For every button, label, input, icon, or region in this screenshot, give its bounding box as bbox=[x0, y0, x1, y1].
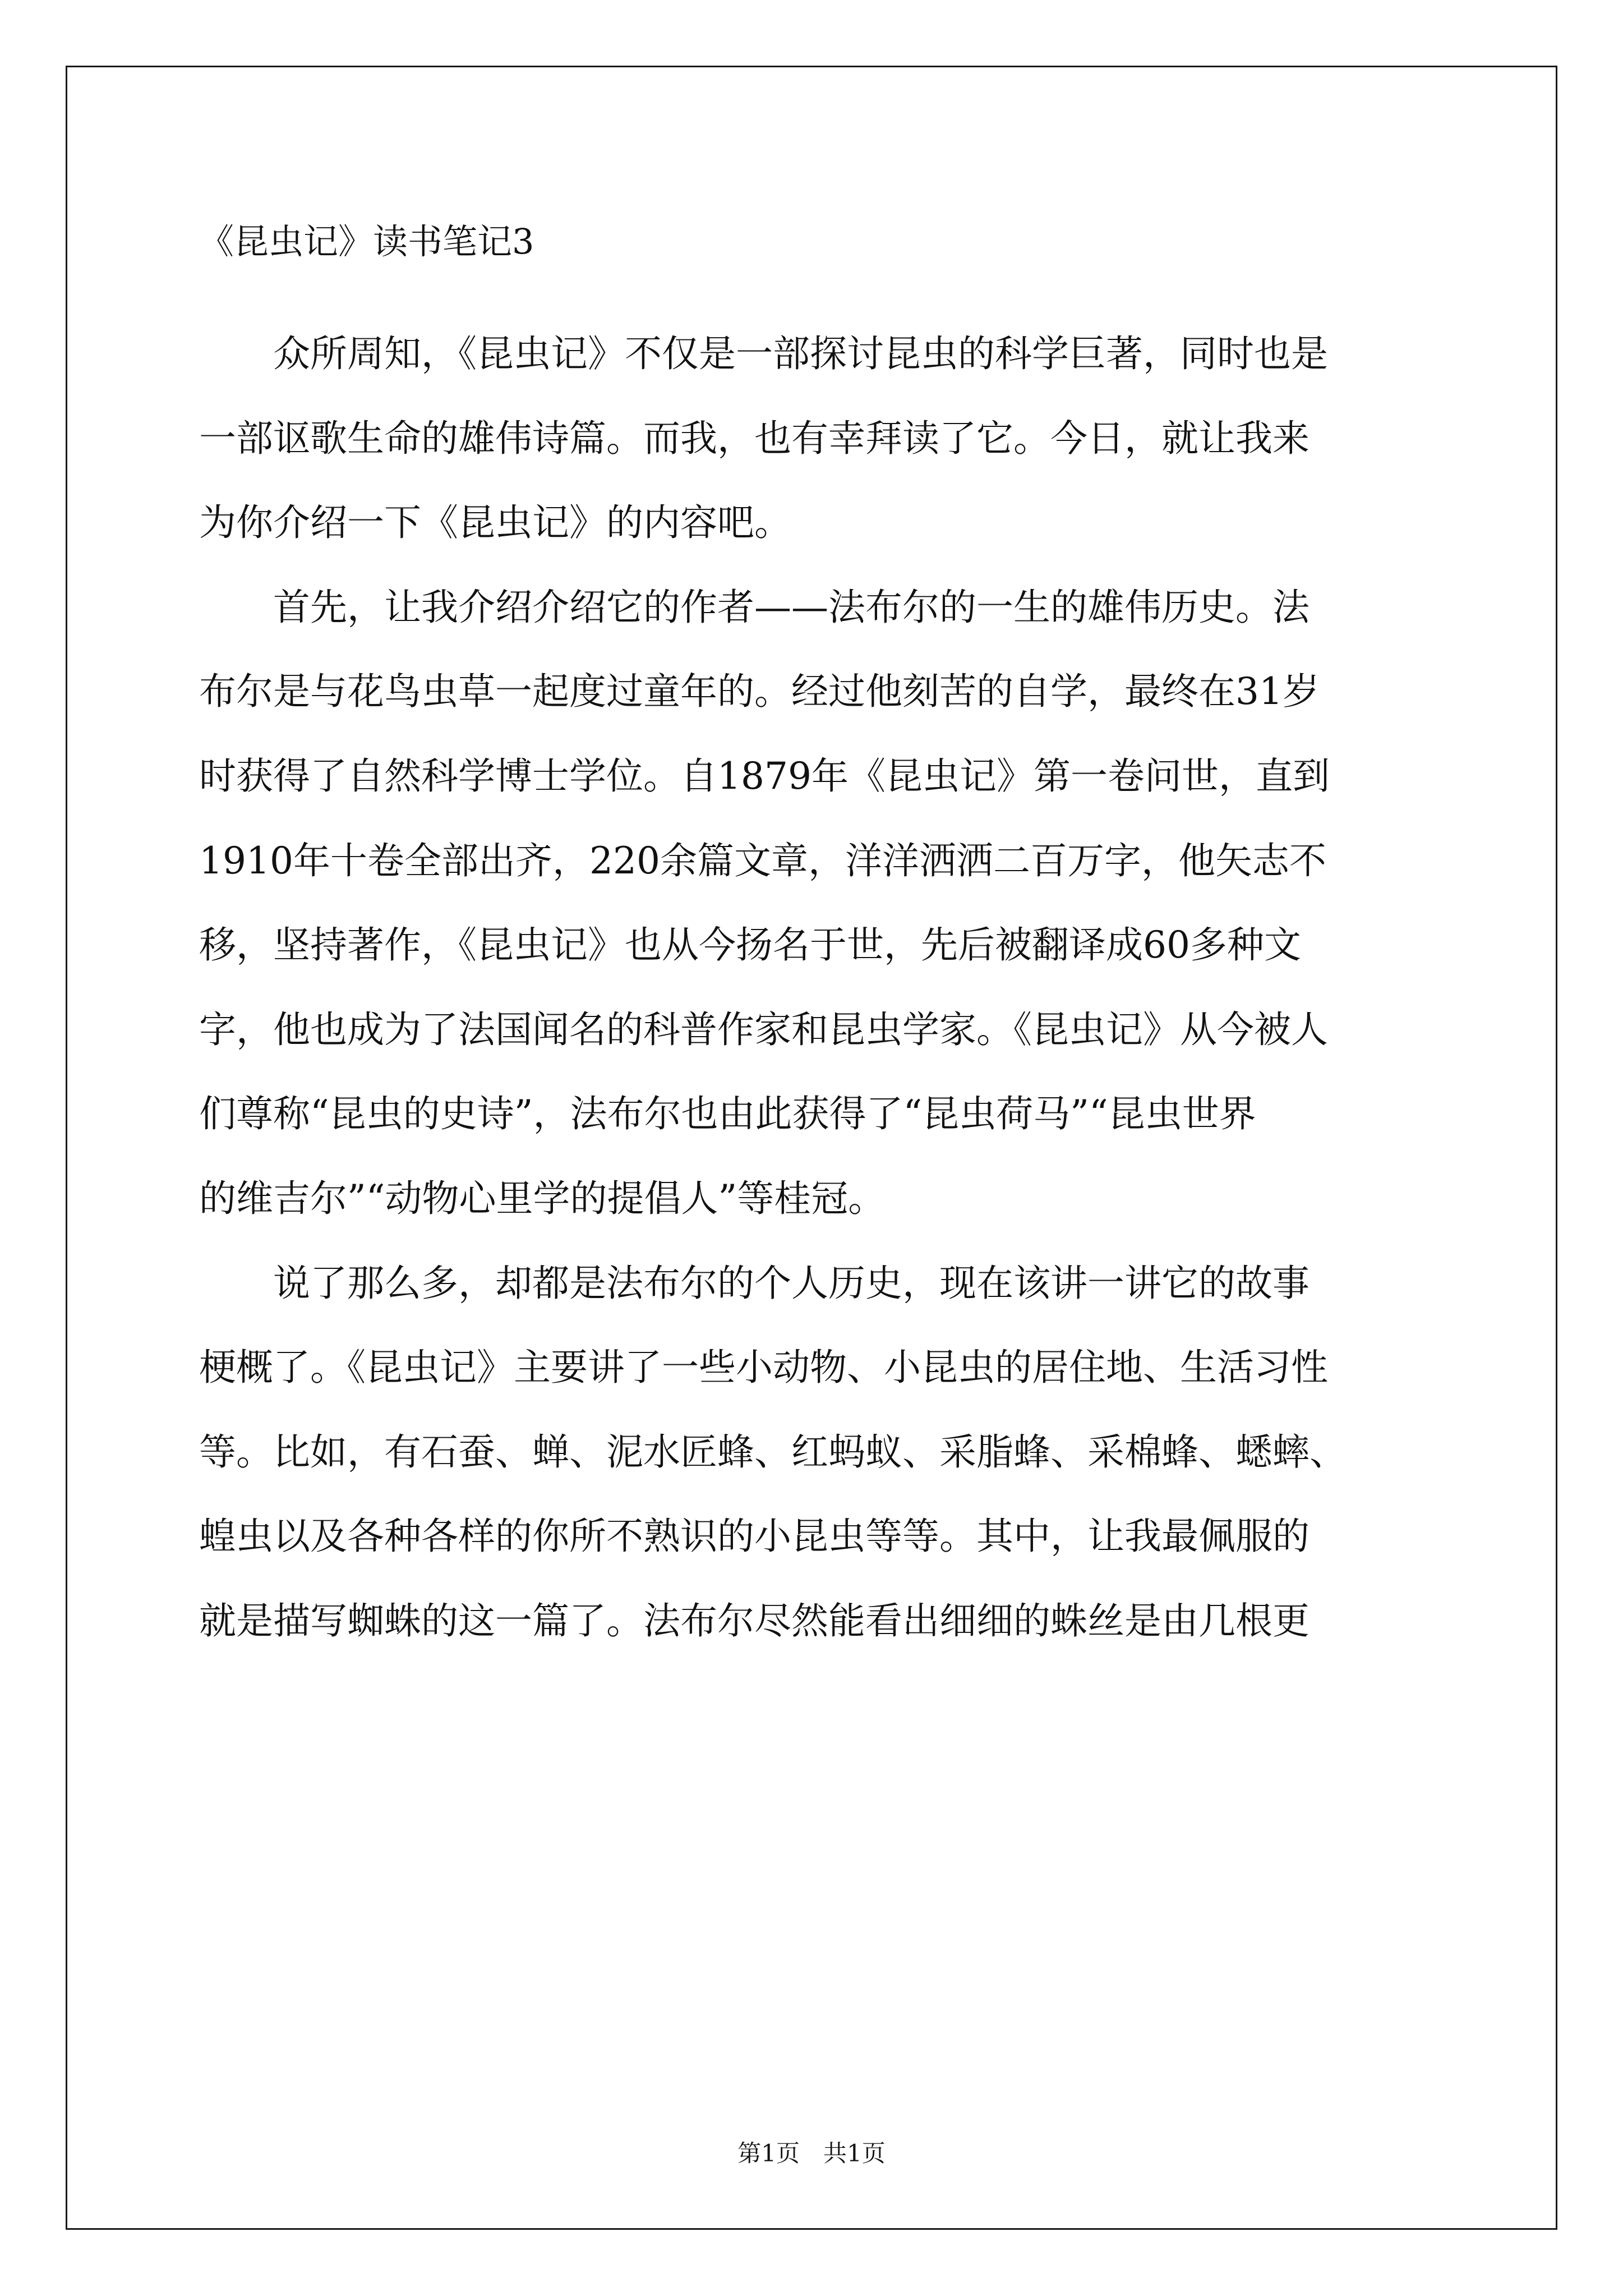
text-line: 众所周知，《昆虫记》不仅是一部探讨昆虫的科学巨著，同时也是 bbox=[199, 332, 1328, 375]
text-line: 就是描写蜘蛛的这一篇了。法布尔尽然能看出细细的蛛丝是由几根更 bbox=[199, 1599, 1310, 1642]
text-line: 1910年十卷全部出齐，220余篇文章，洋洋洒洒二百万字，他矢志不 bbox=[199, 839, 1326, 882]
text-line: 字，他也成为了法国闻名的科普作家和昆虫学家。《昆虫记》从今被人 bbox=[199, 1007, 1328, 1051]
text-line: 首先，让我介绍介绍它的作者——法布尔的一生的雄伟历史。法 bbox=[199, 585, 1310, 629]
text-line: 的维吉尔”“动物心里学的提倡人”等桂冠。 bbox=[199, 1177, 886, 1220]
text-line: 时获得了自然科学博士学位。自1879年《昆虫记》第一卷问世，直到 bbox=[199, 754, 1330, 798]
text-line: 梗概了。《昆虫记》主要讲了一些小动物、小昆虫的居住地、生活习性 bbox=[199, 1346, 1328, 1389]
text-line: 们尊称“昆虫的史诗”，法布尔也由此获得了“昆虫荷马”“昆虫世界 bbox=[199, 1092, 1256, 1136]
text-line: 为你介绍一下《昆虫记》的内容吧。 bbox=[199, 501, 791, 545]
text-line: 移，坚持著作，《昆虫记》也从今扬名于世，先后被翻译成60多种文 bbox=[199, 923, 1301, 967]
text-line: 说了那么多，却都是法布尔的个人历史，现在该讲一讲它的故事 bbox=[199, 1261, 1310, 1305]
text-line: 一部讴歌生命的雄伟诗篇。而我，也有幸拜读了它。今日，就让我来 bbox=[199, 416, 1310, 460]
document-title: 《昆虫记》读书笔记3 bbox=[199, 221, 534, 262]
page-footer: 第1页 共1页 bbox=[737, 2139, 886, 2167]
page-border bbox=[66, 66, 1557, 2230]
text-line: 布尔是与花鸟虫草一起度过童年的。经过他刻苦的自学，最终在31岁 bbox=[199, 670, 1320, 714]
text-line: 等。比如，有石蚕、蝉、泥水匠蜂、红蚂蚁、采脂蜂、采棉蜂、蟋蟀、 bbox=[199, 1430, 1347, 1474]
text-line: 蝗虫以及各种各样的你所不熟识的小昆虫等等。其中，让我最佩服的 bbox=[199, 1515, 1310, 1558]
